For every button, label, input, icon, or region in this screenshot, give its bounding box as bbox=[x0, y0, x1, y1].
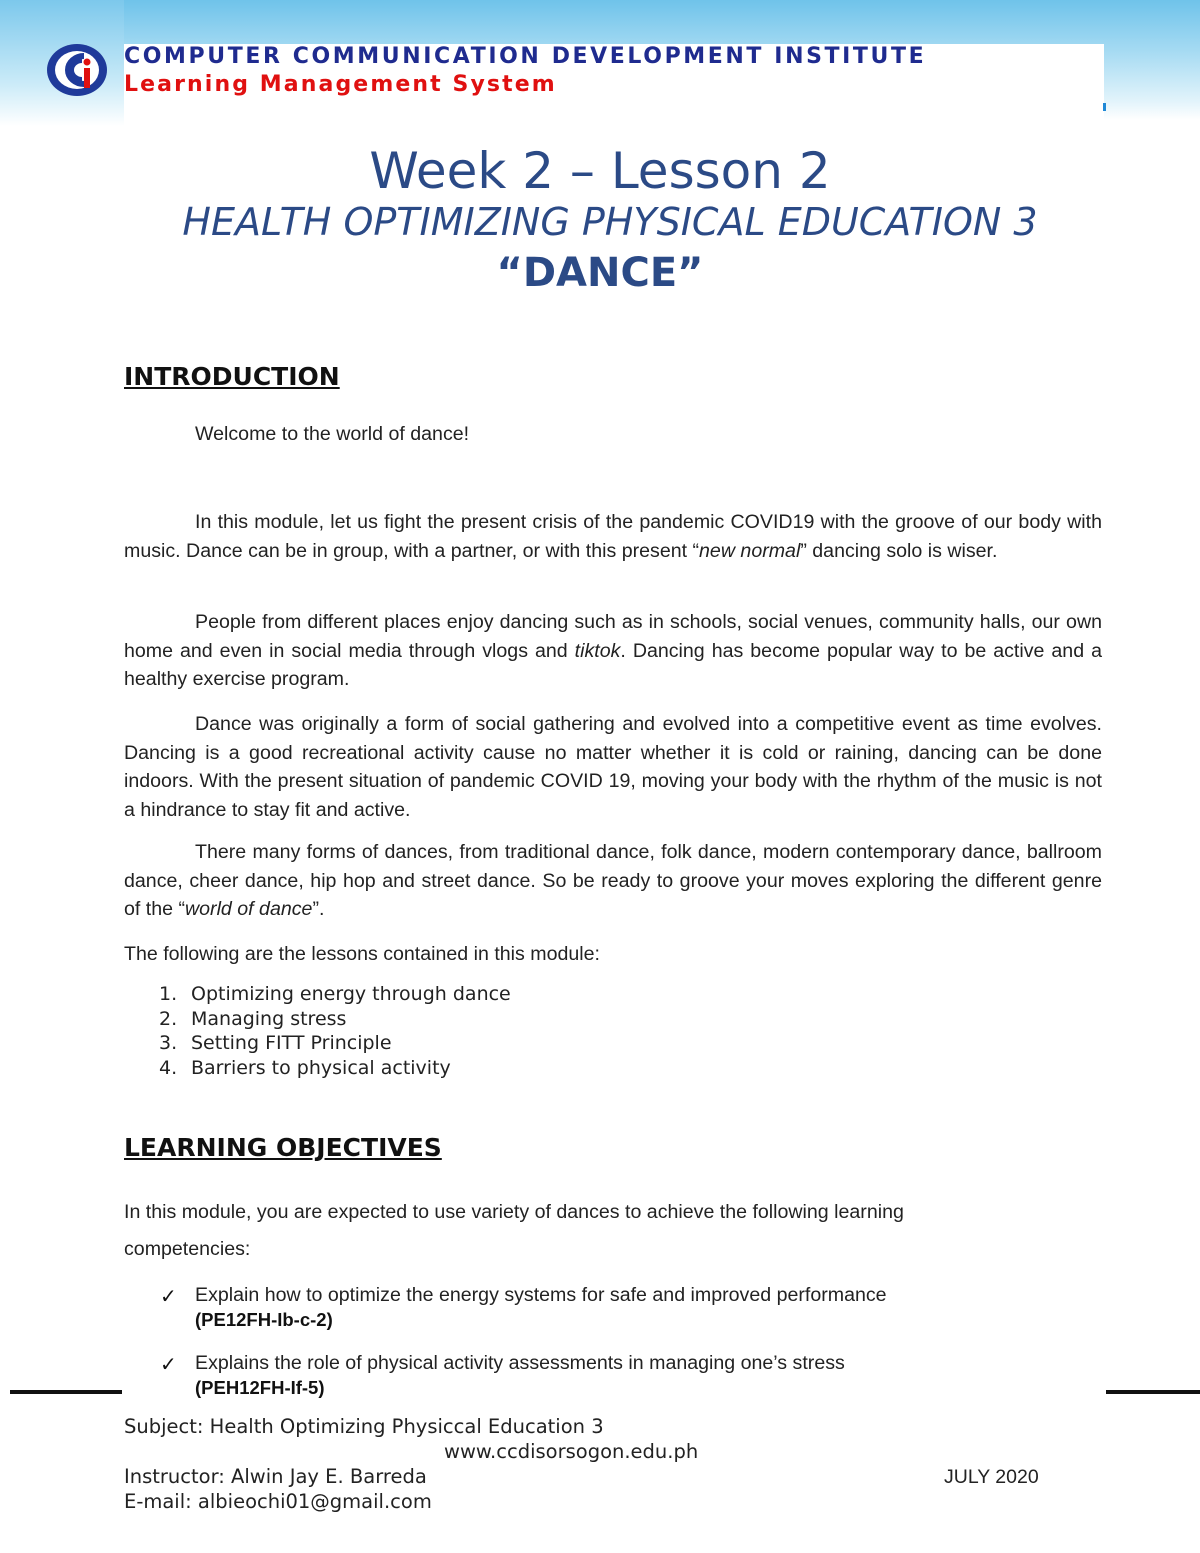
competency-code: (PEH12FH-If-5) bbox=[195, 1377, 325, 1398]
competency-code: (PE12FH-Ib-c-2) bbox=[195, 1309, 333, 1330]
emphasis-new-normal: new normal bbox=[699, 539, 801, 562]
lesson-title: Week 2 – Lesson 2 bbox=[369, 142, 831, 200]
footer-website: www.ccdisorsogon.edu.ph bbox=[444, 1440, 699, 1463]
footer-divider-right bbox=[1106, 1390, 1200, 1394]
course-title: HEALTH OPTIMIZING PHYSICAL EDUCATION 3 bbox=[182, 200, 1038, 244]
list-item: 4. Barriers to physical activity bbox=[159, 1056, 451, 1079]
footer-date: JULY 2020 bbox=[944, 1466, 1039, 1488]
objectives-intro: In this module, you are expected to use variety of dances to achieve the following learning competencies: bbox=[124, 1201, 904, 1260]
intro-paragraph-4: There many forms of dances, from traditional dance, folk dance, modern contemporary dance, ballroom dance, cheer dance, hip hop and street dance. So be ready to groove your moves exploring the different genre of the “world of dance”. bbox=[124, 841, 1102, 920]
intro-paragraph-2: People from different places enjoy dancing such as in schools, social venues, community halls, our own home and even in social media through vlogs and tiktok. Dancing has become popular way to be active and a healthy exercise program. bbox=[124, 611, 1102, 690]
page-corner-mark bbox=[1103, 103, 1106, 111]
footer-divider-left bbox=[10, 1390, 122, 1394]
footer-subject: Subject: Health Optimizing Physiccal Education 3 bbox=[124, 1415, 604, 1438]
lessons-list bbox=[159, 982, 511, 1080]
footer-email: E-mail: albieochi01@gmail.com bbox=[124, 1490, 432, 1513]
list-item: 2. Managing stress bbox=[159, 1007, 347, 1030]
checkmark-icon: ✓ bbox=[160, 1284, 177, 1308]
checkmark-icon: ✓ bbox=[160, 1352, 177, 1376]
emphasis-tiktok: tiktok bbox=[574, 639, 621, 662]
intro-paragraph-1: In this module, let us fight the present crisis of the pandemic COVID19 with the groove of our body with music. Dance can be in group, with a partner, or with this present “new normal” dancing solo is wiser. bbox=[124, 511, 1102, 562]
welcome-text: Welcome to the world of dance! bbox=[195, 423, 470, 445]
learning-objectives-heading: LEARNING OBJECTIVES bbox=[124, 1133, 442, 1162]
system-name: Learning Management System bbox=[124, 72, 557, 97]
list-item: 3. Setting FITT Principle bbox=[159, 1032, 392, 1055]
emphasis-world-of-dance: world of dance bbox=[185, 898, 313, 920]
footer-instructor: Instructor: Alwin Jay E. Barreda bbox=[124, 1465, 427, 1488]
institute-name: COMPUTER COMMUNICATION DEVELOPMENT INSTITUTE bbox=[124, 44, 927, 69]
lessons-intro: The following are the lessons contained in this module: bbox=[124, 943, 600, 965]
introduction-heading: INTRODUCTION bbox=[124, 362, 340, 391]
topic-title: “DANCE” bbox=[496, 250, 704, 296]
intro-paragraph-3: Dance was originally a form of social gathering and evolved into a competitive event as time evolves. Dancing is a good recreational activity cause no matter whether it is cold or raining, dancing can be done indoors. With the present situation of pandemic COVID 19, moving your body with the rhythm of the music is not a hindrance to stay fit and active. bbox=[124, 713, 1102, 821]
list-item: 1. Optimizing energy through dance bbox=[159, 983, 511, 1005]
ccdi-logo-icon bbox=[44, 42, 110, 98]
